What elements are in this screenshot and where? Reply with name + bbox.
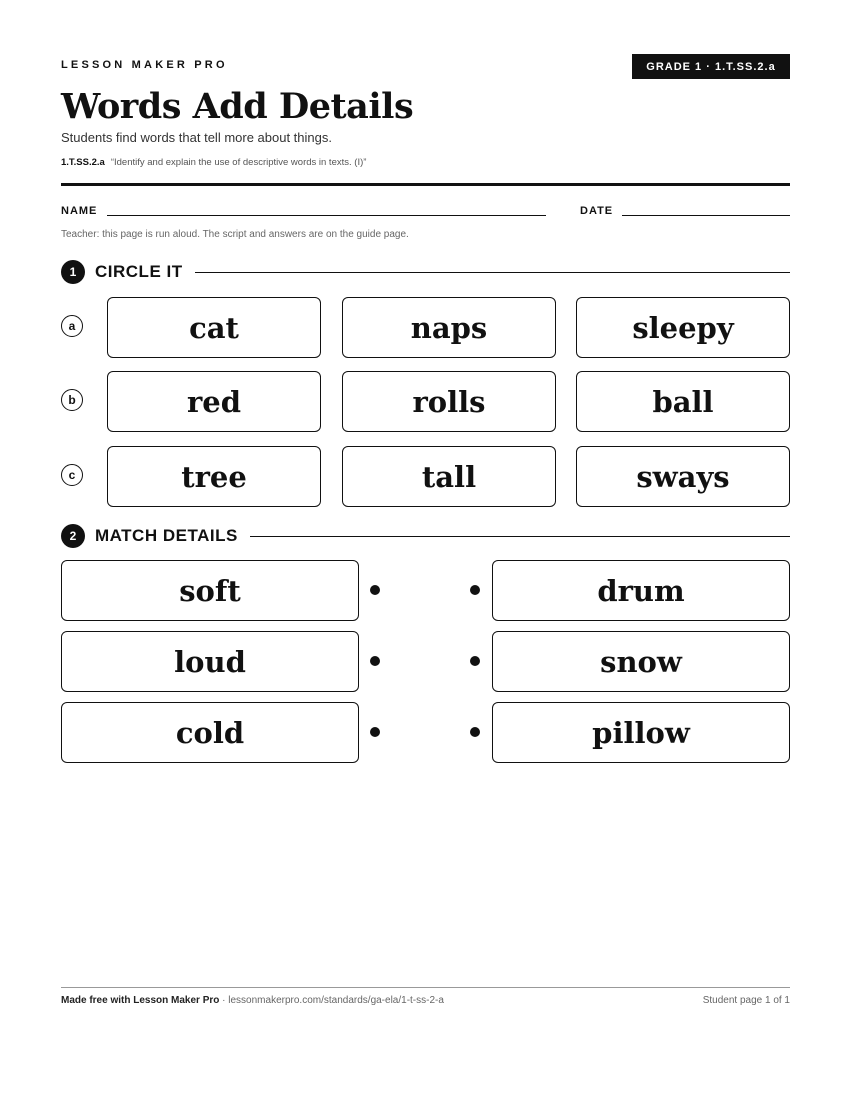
match-dot-left[interactable] (370, 585, 380, 595)
name-field[interactable] (107, 215, 546, 216)
worksheet-page (61, 0, 790, 1100)
section-match-header (61, 524, 790, 548)
date-field[interactable] (622, 215, 790, 216)
match-right-word[interactable]: pillow (492, 702, 790, 763)
page-title: Words Add Details (61, 86, 414, 127)
footer-divider (61, 987, 790, 988)
match-right-word[interactable]: snow (492, 631, 790, 692)
match-dot-left[interactable] (370, 656, 380, 666)
section-number: 1 (61, 260, 85, 284)
footer-url: · lessonmakerpro.com/standards/ga-ela/1-t-ss-2-a (219, 995, 444, 1006)
row-letter: b (61, 389, 83, 411)
match-row-1 (61, 560, 790, 621)
word-choice[interactable]: ball (576, 371, 790, 432)
match-dot-right[interactable] (470, 585, 480, 595)
standard-text: “Identify and explain the use of descriptive words in texts. (I)” (110, 157, 367, 168)
section-title: CIRCLE IT (95, 262, 183, 281)
section-rule (195, 272, 790, 273)
match-dot-left[interactable] (370, 727, 380, 737)
circle-row-c (61, 446, 790, 507)
match-row-2 (61, 631, 790, 692)
match-left-word[interactable]: cold (61, 702, 359, 763)
match-left-word[interactable]: loud (61, 631, 359, 692)
word-choice[interactable]: tree (107, 446, 321, 507)
footer-page-number: Student page 1 of 1 (702, 995, 790, 1006)
standard-line (61, 157, 366, 168)
grade-badge: GRADE 1 · 1.T.SS.2.a (632, 54, 790, 79)
circle-row-b (61, 371, 790, 432)
section-title: MATCH DETAILS (95, 526, 238, 545)
match-dot-right[interactable] (470, 727, 480, 737)
header-divider (61, 183, 790, 186)
match-left-word[interactable]: soft (61, 560, 359, 621)
teacher-note: Teacher: this page is run aloud. The script and answers are on the guide page. (61, 229, 409, 240)
standard-code: 1.T.SS.2.a (61, 157, 105, 168)
row-letter: c (61, 464, 83, 486)
row-letter: a (61, 315, 83, 337)
section-circle-it-header (61, 260, 790, 284)
section-rule (250, 536, 790, 537)
word-choice[interactable]: tall (342, 446, 556, 507)
date-label: DATE (580, 205, 614, 217)
word-choice[interactable]: rolls (342, 371, 556, 432)
word-choice[interactable]: cat (107, 297, 321, 358)
word-choice[interactable]: red (107, 371, 321, 432)
brand-name: LESSON MAKER PRO (61, 59, 228, 71)
match-right-word[interactable]: drum (492, 560, 790, 621)
match-row-3 (61, 702, 790, 763)
footer-made-with: Made free with Lesson Maker Pro (61, 995, 220, 1006)
match-dot-right[interactable] (470, 656, 480, 666)
word-choice[interactable]: sways (576, 446, 790, 507)
name-label: NAME (61, 205, 98, 217)
word-choice[interactable]: sleepy (576, 297, 790, 358)
section-number: 2 (61, 524, 85, 548)
circle-row-a (61, 297, 790, 358)
word-choice[interactable]: naps (342, 297, 556, 358)
page-subtitle: Students find words that tell more about things. (61, 130, 332, 145)
footer-credit (61, 995, 444, 1006)
